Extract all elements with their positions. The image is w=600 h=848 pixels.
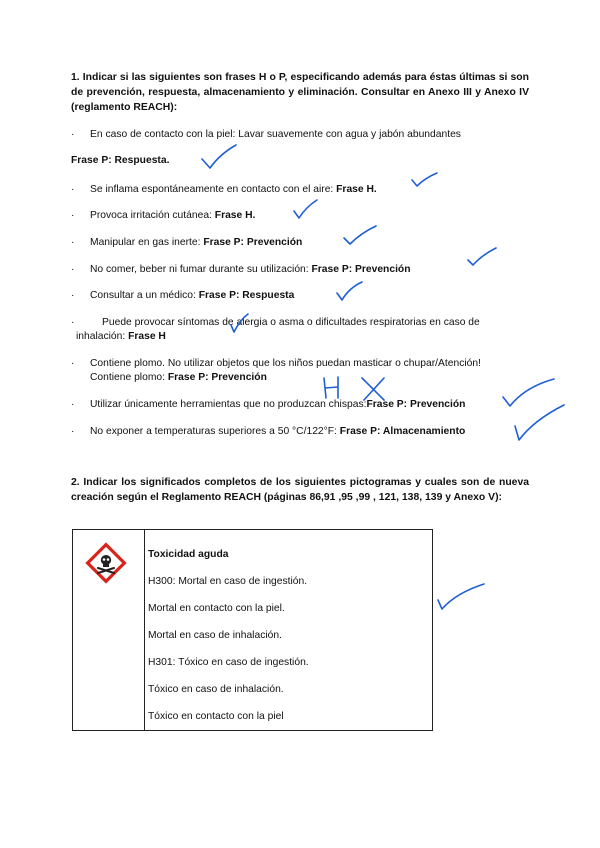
checkmark-icon: [335, 280, 365, 304]
checkmark-icon: [512, 402, 566, 444]
list-item: · Manipular en gas inerte: Frase P: Prevención: [71, 237, 303, 248]
checkmark-icon: [342, 224, 378, 248]
hazard-line: Tóxico en caso de inhalación.: [148, 684, 284, 695]
hazard-line: H301: Tóxico en caso de ingestión.: [148, 657, 309, 668]
question-1-title: 1. Indicar si las siguientes son frases H o P, especificando además para éstas últimas si son de prevención, respuesta, almacenamiento y eliminación. Consultar en Anexo III y Anexo IV (reglamento REACH):: [71, 72, 529, 113]
list-item: · Puede provocar síntomas de alergia o asma o dificultades respiratorias en caso de inhalación: Frase H: [71, 317, 480, 342]
hazard-line: H300: Mortal en caso de ingestión.: [148, 576, 308, 587]
list-item: · Consultar a un médico: Frase P: Respuesta: [71, 290, 295, 301]
list-item: · No comer, beber ni fumar durante su utilización: Frase P: Prevención: [71, 264, 411, 275]
hazard-line: Tóxico en contacto con la piel: [148, 711, 284, 722]
checkmark-icon: [436, 578, 488, 614]
handwritten-h-x: [320, 372, 390, 402]
list-item: · Utilizar únicamente herramientas que no produzcan chispas:Frase P: Prevención: [71, 399, 466, 410]
list-item: · En caso de contacto con la piel: Lavar suavemente con agua y jabón abundantes: [71, 129, 461, 140]
answer-text: Frase P: Respuesta.: [71, 155, 170, 166]
list-item: · Se inflama espontáneamente en contacto con el aire: Frase H.: [71, 184, 377, 195]
hazard-line: Mortal en caso de inhalación.: [148, 630, 282, 641]
checkmark-icon: [229, 312, 251, 336]
hazard-line: Mortal en contacto con la piel.: [148, 603, 285, 614]
checkmark-icon: [410, 170, 440, 192]
list-item: · Contiene plomo. No utilizar objetos que los niños puedan masticar o chupar/Atención! Contiene plomo: Frase P: Prevención: [71, 358, 481, 383]
list-item: · Provoca irritación cutánea: Frase H.: [71, 210, 256, 221]
pictogram-heading: Toxicidad aguda: [148, 549, 229, 560]
question-2-title: 2. Indicar los significados completos de los siguientes pictogramas y cuales son de nueva creación según el Reglamento REACH (páginas 86,91 ,95 ,99 , 121, 138, 139 y Anexo V):: [71, 477, 529, 503]
list-item: · No exponer a temperaturas superiores a 50 °C/122°F: Frase P: Almacenamiento: [71, 426, 466, 437]
checkmark-icon: [466, 245, 498, 271]
checkmark-icon: [292, 198, 320, 222]
skull-crossbones-icon: [83, 540, 129, 586]
checkmark-icon: [200, 142, 240, 172]
